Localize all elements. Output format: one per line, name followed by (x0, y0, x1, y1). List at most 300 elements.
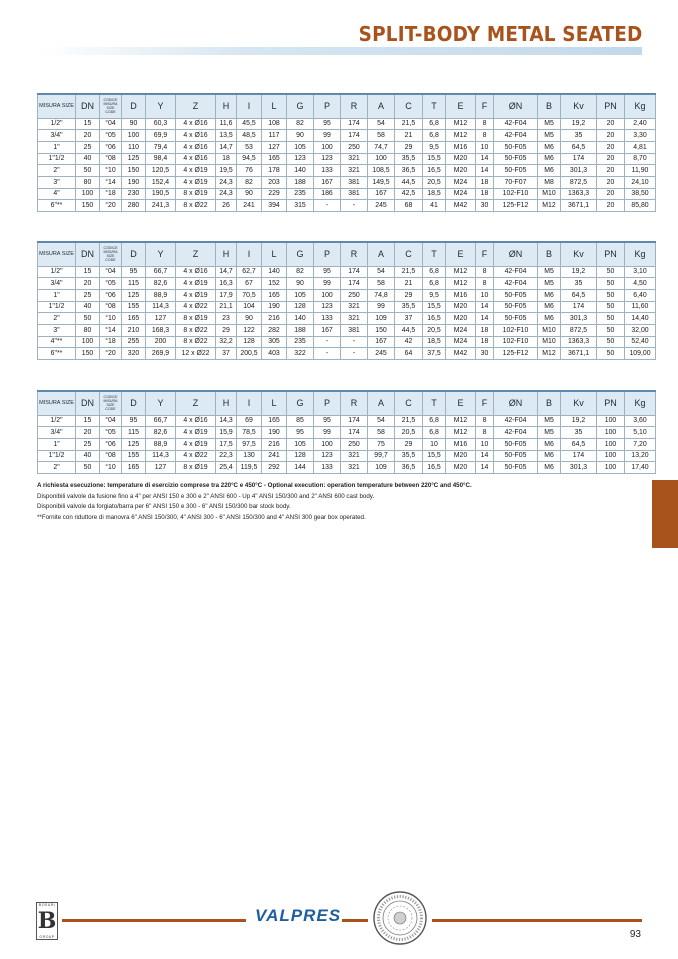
cell-i: 122 (237, 324, 262, 336)
cell-r: 174 (341, 415, 368, 427)
cell-code: °08 (100, 450, 122, 462)
cell-c: 29 (395, 289, 423, 301)
cell-y: 114,3 (146, 450, 176, 462)
cell-f: 8 (476, 130, 494, 142)
cell-h: 16,3 (216, 278, 237, 290)
cell-r: 321 (341, 450, 368, 462)
cell-l: 216 (262, 438, 287, 450)
cell-f: 10 (476, 141, 494, 153)
cell-dn: 150 (76, 348, 100, 360)
cell-y: 127 (146, 462, 176, 474)
cell-t: 41 (423, 200, 446, 212)
cell-z: 4 x Ø19 (176, 289, 216, 301)
cell-l: 190 (262, 301, 287, 313)
cell-l: 165 (262, 153, 287, 165)
cell-d: 110 (122, 141, 146, 153)
cell-h: 14,3 (216, 415, 237, 427)
cell-l: 165 (262, 415, 287, 427)
cell-b: M10 (538, 336, 561, 348)
cell-size: 4"** (38, 336, 76, 348)
note-gear-box: **Fornite con riduttore di manovra 6" ANSI 150/300, 4" ANSI 300 - 6" ANSI 150/300 and 4" ANSI 300 gear box operated. (37, 513, 366, 521)
header-kv: Kv (561, 94, 597, 118)
cell-z: 4 x Ø16 (176, 153, 216, 165)
cell-kv: 64,5 (561, 438, 597, 450)
header-r: R (341, 391, 368, 415)
cell-kg: 109,00 (625, 348, 656, 360)
cell-f: 14 (476, 165, 494, 177)
header-kg: Kg (625, 94, 656, 118)
cell-c: 21,5 (395, 266, 423, 278)
cell-c: 42,5 (395, 188, 423, 200)
cell-a: 167 (368, 336, 395, 348)
cell-on: 50-F05 (494, 438, 538, 450)
cell-b: M6 (538, 141, 561, 153)
cell-i: 76 (237, 165, 262, 177)
header-dn: DN (76, 391, 100, 415)
cell-b: M6 (538, 313, 561, 325)
page-title: SPLIT-BODY METAL SEATED (358, 22, 642, 46)
cell-a: 54 (368, 266, 395, 278)
header-codice-line: CODE (105, 407, 116, 412)
cell-kg: 6,40 (625, 289, 656, 301)
cell-c: 21 (395, 130, 423, 142)
footer-rule-right (432, 919, 642, 922)
cell-a: 100 (368, 153, 395, 165)
header-codice-line: CODICE (103, 98, 118, 103)
cell-d: 155 (122, 450, 146, 462)
cell-size: 1"1/2 (38, 153, 76, 165)
cell-d: 125 (122, 153, 146, 165)
cell-g: 90 (287, 278, 314, 290)
cell-z: 12 x Ø22 (176, 348, 216, 360)
cell-pn: 20 (597, 188, 625, 200)
notes (37, 481, 641, 523)
cell-kg: 52,40 (625, 336, 656, 348)
cell-g: 105 (287, 289, 314, 301)
cell-size: 1"1/2 (38, 301, 76, 313)
header-i: I (237, 94, 262, 118)
header-l: L (262, 242, 287, 266)
cell-r: 321 (341, 165, 368, 177)
header-y: Y (146, 391, 176, 415)
header-f: F (476, 94, 494, 118)
header-codice-line: CODICE (103, 395, 118, 400)
cell-r: 174 (341, 118, 368, 130)
header-y: Y (146, 94, 176, 118)
header-kg: Kg (625, 391, 656, 415)
cell-e: M24 (446, 336, 476, 348)
header-row (38, 242, 656, 266)
table-row (38, 266, 656, 278)
cell-pn: 20 (597, 176, 625, 188)
cell-c: 44,5 (395, 176, 423, 188)
cell-l: 190 (262, 427, 287, 439)
table-row (38, 438, 656, 450)
cell-r: 174 (341, 130, 368, 142)
header-pn: PN (597, 94, 625, 118)
cell-g: 105 (287, 141, 314, 153)
cell-p: 133 (314, 165, 341, 177)
cell-l: 305 (262, 336, 287, 348)
table-row (38, 188, 656, 200)
header-row (38, 94, 656, 118)
cell-p: 123 (314, 301, 341, 313)
cell-size: 3" (38, 324, 76, 336)
cell-f: 10 (476, 438, 494, 450)
header-d: D (122, 391, 146, 415)
header-misura-size: MISURA SIZE (38, 242, 76, 266)
cell-c: 68 (395, 200, 423, 212)
cell-dn: 150 (76, 200, 100, 212)
cell-size: 3" (38, 176, 76, 188)
cell-y: 82,6 (146, 278, 176, 290)
cell-a: 245 (368, 200, 395, 212)
cell-pn: 20 (597, 130, 625, 142)
cell-g: 322 (287, 348, 314, 360)
cell-r: 250 (341, 438, 368, 450)
header-t: T (423, 242, 446, 266)
spec-table (37, 241, 656, 360)
cell-p: 123 (314, 153, 341, 165)
title-band (36, 47, 642, 55)
cell-h: 17,5 (216, 438, 237, 450)
cell-on: 42-F04 (494, 427, 538, 439)
header-g: G (287, 94, 314, 118)
cell-e: M42 (446, 348, 476, 360)
cell-a: 149,5 (368, 176, 395, 188)
cell-g: 188 (287, 176, 314, 188)
cell-e: M12 (446, 118, 476, 130)
cell-d: 95 (122, 266, 146, 278)
cell-code: °05 (100, 427, 122, 439)
cell-p: 99 (314, 427, 341, 439)
cell-r: 381 (341, 188, 368, 200)
cell-code: °05 (100, 130, 122, 142)
cell-y: 88,9 (146, 438, 176, 450)
header-codice-line: MISURA (103, 102, 118, 107)
cell-h: 26 (216, 200, 237, 212)
cell-dn: 25 (76, 438, 100, 450)
table-row (38, 348, 656, 360)
cell-kv: 872,5 (561, 176, 597, 188)
table-row (38, 336, 656, 348)
header-on: ØN (494, 242, 538, 266)
table-row (38, 176, 656, 188)
cell-c: 29 (395, 141, 423, 153)
cell-t: 18,5 (423, 188, 446, 200)
cell-g: 85 (287, 415, 314, 427)
cell-d: 115 (122, 278, 146, 290)
cell-kv: 174 (561, 153, 597, 165)
cell-f: 18 (476, 176, 494, 188)
header-c: C (395, 94, 423, 118)
cell-t: 15,5 (423, 450, 446, 462)
cell-l: 203 (262, 176, 287, 188)
cell-l: 216 (262, 313, 287, 325)
cell-t: 10 (423, 438, 446, 450)
cell-b: M5 (538, 278, 561, 290)
cell-g: 235 (287, 336, 314, 348)
cell-y: 98,4 (146, 153, 176, 165)
footer-rule-left (62, 919, 246, 922)
cell-code: °06 (100, 141, 122, 153)
cell-e: M12 (446, 130, 476, 142)
header-codice-line: MISURA (103, 399, 118, 404)
header-misura-size: MISURA SIZE (38, 94, 76, 118)
section-side-tab (652, 480, 678, 548)
cell-i: 53 (237, 141, 262, 153)
cell-i: 104 (237, 301, 262, 313)
cell-i: 62,7 (237, 266, 262, 278)
cell-b: M6 (538, 462, 561, 474)
cell-b: M5 (538, 130, 561, 142)
cell-code: °10 (100, 462, 122, 474)
cell-a: 58 (368, 130, 395, 142)
cell-kv: 64,5 (561, 141, 597, 153)
table-row (38, 450, 656, 462)
cell-kv: 872,5 (561, 324, 597, 336)
cell-y: 120,5 (146, 165, 176, 177)
cell-z: 4 x Ø19 (176, 427, 216, 439)
cell-i: 78,5 (237, 427, 262, 439)
table-row (38, 313, 656, 325)
cell-t: 20,5 (423, 176, 446, 188)
cell-on: 42-F04 (494, 266, 538, 278)
cell-i: 70,5 (237, 289, 262, 301)
cell-code: °06 (100, 438, 122, 450)
cell-t: 6,8 (423, 427, 446, 439)
cell-kv: 174 (561, 301, 597, 313)
cell-p: 99 (314, 278, 341, 290)
cell-h: 25,4 (216, 462, 237, 474)
cell-t: 6,8 (423, 278, 446, 290)
table-row (38, 427, 656, 439)
cell-h: 29 (216, 324, 237, 336)
cell-f: 18 (476, 324, 494, 336)
note-optional-execution: A richiesta esecuzione: temperature di esercizio comprese tra 220°C e 450°C - Optional execution: operation temperature between 220°C and 450°C. (37, 482, 472, 490)
cell-l: 178 (262, 165, 287, 177)
logo-top-text: BOSURI (38, 903, 56, 907)
cell-dn: 15 (76, 266, 100, 278)
cell-b: M6 (538, 289, 561, 301)
cell-h: 24,3 (216, 188, 237, 200)
cell-r: 321 (341, 301, 368, 313)
cell-code: °05 (100, 278, 122, 290)
cell-e: M16 (446, 141, 476, 153)
cell-b: M12 (538, 200, 561, 212)
cell-dn: 50 (76, 462, 100, 474)
header-c: C (395, 391, 423, 415)
cell-code: °10 (100, 165, 122, 177)
table-row (38, 165, 656, 177)
header-kv: Kv (561, 242, 597, 266)
header-codice-misura (100, 242, 122, 266)
header-on: ØN (494, 94, 538, 118)
cell-h: 15,9 (216, 427, 237, 439)
cell-p: 186 (314, 188, 341, 200)
cell-g: 128 (287, 450, 314, 462)
cell-r: - (341, 200, 368, 212)
cell-p: 133 (314, 462, 341, 474)
cell-g: 123 (287, 153, 314, 165)
header-e: E (446, 94, 476, 118)
cell-size: 3/4" (38, 278, 76, 290)
cell-t: 16,5 (423, 313, 446, 325)
cell-on: 50-F05 (494, 462, 538, 474)
header-codice-line: CODE (105, 110, 116, 115)
cell-z: 4 x Ø19 (176, 165, 216, 177)
cell-kv: 35 (561, 278, 597, 290)
cell-t: 9,5 (423, 289, 446, 301)
cell-code: °08 (100, 301, 122, 313)
cell-c: 21 (395, 278, 423, 290)
cell-i: 241 (237, 200, 262, 212)
spec-table-2-wrap (37, 241, 651, 360)
cell-f: 8 (476, 278, 494, 290)
cell-size: 1"1/2 (38, 450, 76, 462)
cell-f: 18 (476, 336, 494, 348)
cell-t: 37,5 (423, 348, 446, 360)
cell-a: 54 (368, 118, 395, 130)
header-p: P (314, 94, 341, 118)
cell-e: M12 (446, 266, 476, 278)
cell-y: 66,7 (146, 415, 176, 427)
cell-i: 130 (237, 450, 262, 462)
cell-size: 1" (38, 438, 76, 450)
cell-t: 6,8 (423, 415, 446, 427)
cell-p: 100 (314, 289, 341, 301)
cell-e: M12 (446, 415, 476, 427)
cell-kg: 24,10 (625, 176, 656, 188)
cell-code: °04 (100, 415, 122, 427)
cell-i: 69 (237, 415, 262, 427)
cell-a: 150 (368, 324, 395, 336)
cell-t: 15,5 (423, 153, 446, 165)
cell-pn: 50 (597, 324, 625, 336)
cell-d: 125 (122, 438, 146, 450)
cell-size: 1/2" (38, 118, 76, 130)
cell-e: M16 (446, 289, 476, 301)
cell-r: 321 (341, 313, 368, 325)
cell-on: 50-F05 (494, 153, 538, 165)
cell-e: M20 (446, 153, 476, 165)
cell-d: 165 (122, 313, 146, 325)
cell-dn: 15 (76, 415, 100, 427)
logo-bottom-text: GROUP (39, 935, 55, 939)
cell-e: M20 (446, 301, 476, 313)
cell-kv: 301,3 (561, 313, 597, 325)
header-dn: DN (76, 94, 100, 118)
cell-dn: 80 (76, 324, 100, 336)
cell-on: 42-F04 (494, 278, 538, 290)
cell-z: 4 x Ø16 (176, 118, 216, 130)
cell-a: 108,5 (368, 165, 395, 177)
cell-b: M5 (538, 415, 561, 427)
cell-d: 100 (122, 130, 146, 142)
cell-on: 42-F04 (494, 130, 538, 142)
cell-kg: 85,80 (625, 200, 656, 212)
cell-f: 8 (476, 427, 494, 439)
header-pn: PN (597, 391, 625, 415)
table-row (38, 324, 656, 336)
cell-pn: 50 (597, 336, 625, 348)
certification-seal-icon (372, 890, 428, 946)
header-e: E (446, 391, 476, 415)
cell-g: 105 (287, 438, 314, 450)
cell-y: 200 (146, 336, 176, 348)
cell-i: 90 (237, 188, 262, 200)
cell-kg: 14,40 (625, 313, 656, 325)
cell-f: 8 (476, 266, 494, 278)
cell-f: 14 (476, 301, 494, 313)
cell-kv: 35 (561, 130, 597, 142)
cell-l: 292 (262, 462, 287, 474)
cell-y: 60,3 (146, 118, 176, 130)
cell-kg: 13,20 (625, 450, 656, 462)
table-row (38, 415, 656, 427)
cell-z: 4 x Ø16 (176, 130, 216, 142)
cell-h: 11,6 (216, 118, 237, 130)
cell-kg: 11,60 (625, 301, 656, 313)
cell-kg: 4,50 (625, 278, 656, 290)
cell-pn: 20 (597, 165, 625, 177)
cell-code: °10 (100, 313, 122, 325)
cell-c: 29 (395, 438, 423, 450)
cell-l: 140 (262, 266, 287, 278)
cell-c: 36,5 (395, 165, 423, 177)
table-row (38, 118, 656, 130)
cell-kg: 4,81 (625, 141, 656, 153)
cell-size: 1" (38, 289, 76, 301)
cell-p: - (314, 336, 341, 348)
header-p: P (314, 391, 341, 415)
cell-c: 36,5 (395, 462, 423, 474)
cell-y: 88,9 (146, 289, 176, 301)
cell-code: °20 (100, 200, 122, 212)
cell-y: 190,5 (146, 188, 176, 200)
cell-kg: 7,20 (625, 438, 656, 450)
cell-d: 115 (122, 427, 146, 439)
cell-f: 10 (476, 289, 494, 301)
header-misura-size: MISURA SIZE (38, 391, 76, 415)
header-codice-line: CODICE (103, 246, 118, 251)
cell-y: 152,4 (146, 176, 176, 188)
cell-h: 37 (216, 348, 237, 360)
cell-size: 3/4" (38, 130, 76, 142)
cell-size: 6"** (38, 200, 76, 212)
cell-y: 79,4 (146, 141, 176, 153)
cell-p: 100 (314, 141, 341, 153)
cell-p: 167 (314, 176, 341, 188)
cell-c: 35,5 (395, 450, 423, 462)
header-c: C (395, 242, 423, 266)
cell-h: 19,5 (216, 165, 237, 177)
cell-p: 123 (314, 450, 341, 462)
header-z: Z (176, 94, 216, 118)
header-y: Y (146, 242, 176, 266)
cell-on: 50-F05 (494, 313, 538, 325)
cell-on: 70-F07 (494, 176, 538, 188)
table-row (38, 153, 656, 165)
cell-i: 90 (237, 313, 262, 325)
header-b: B (538, 242, 561, 266)
cell-code: °18 (100, 188, 122, 200)
header-f: F (476, 391, 494, 415)
cell-b: M6 (538, 438, 561, 450)
cell-size: 6"** (38, 348, 76, 360)
cell-dn: 50 (76, 313, 100, 325)
header-t: T (423, 94, 446, 118)
